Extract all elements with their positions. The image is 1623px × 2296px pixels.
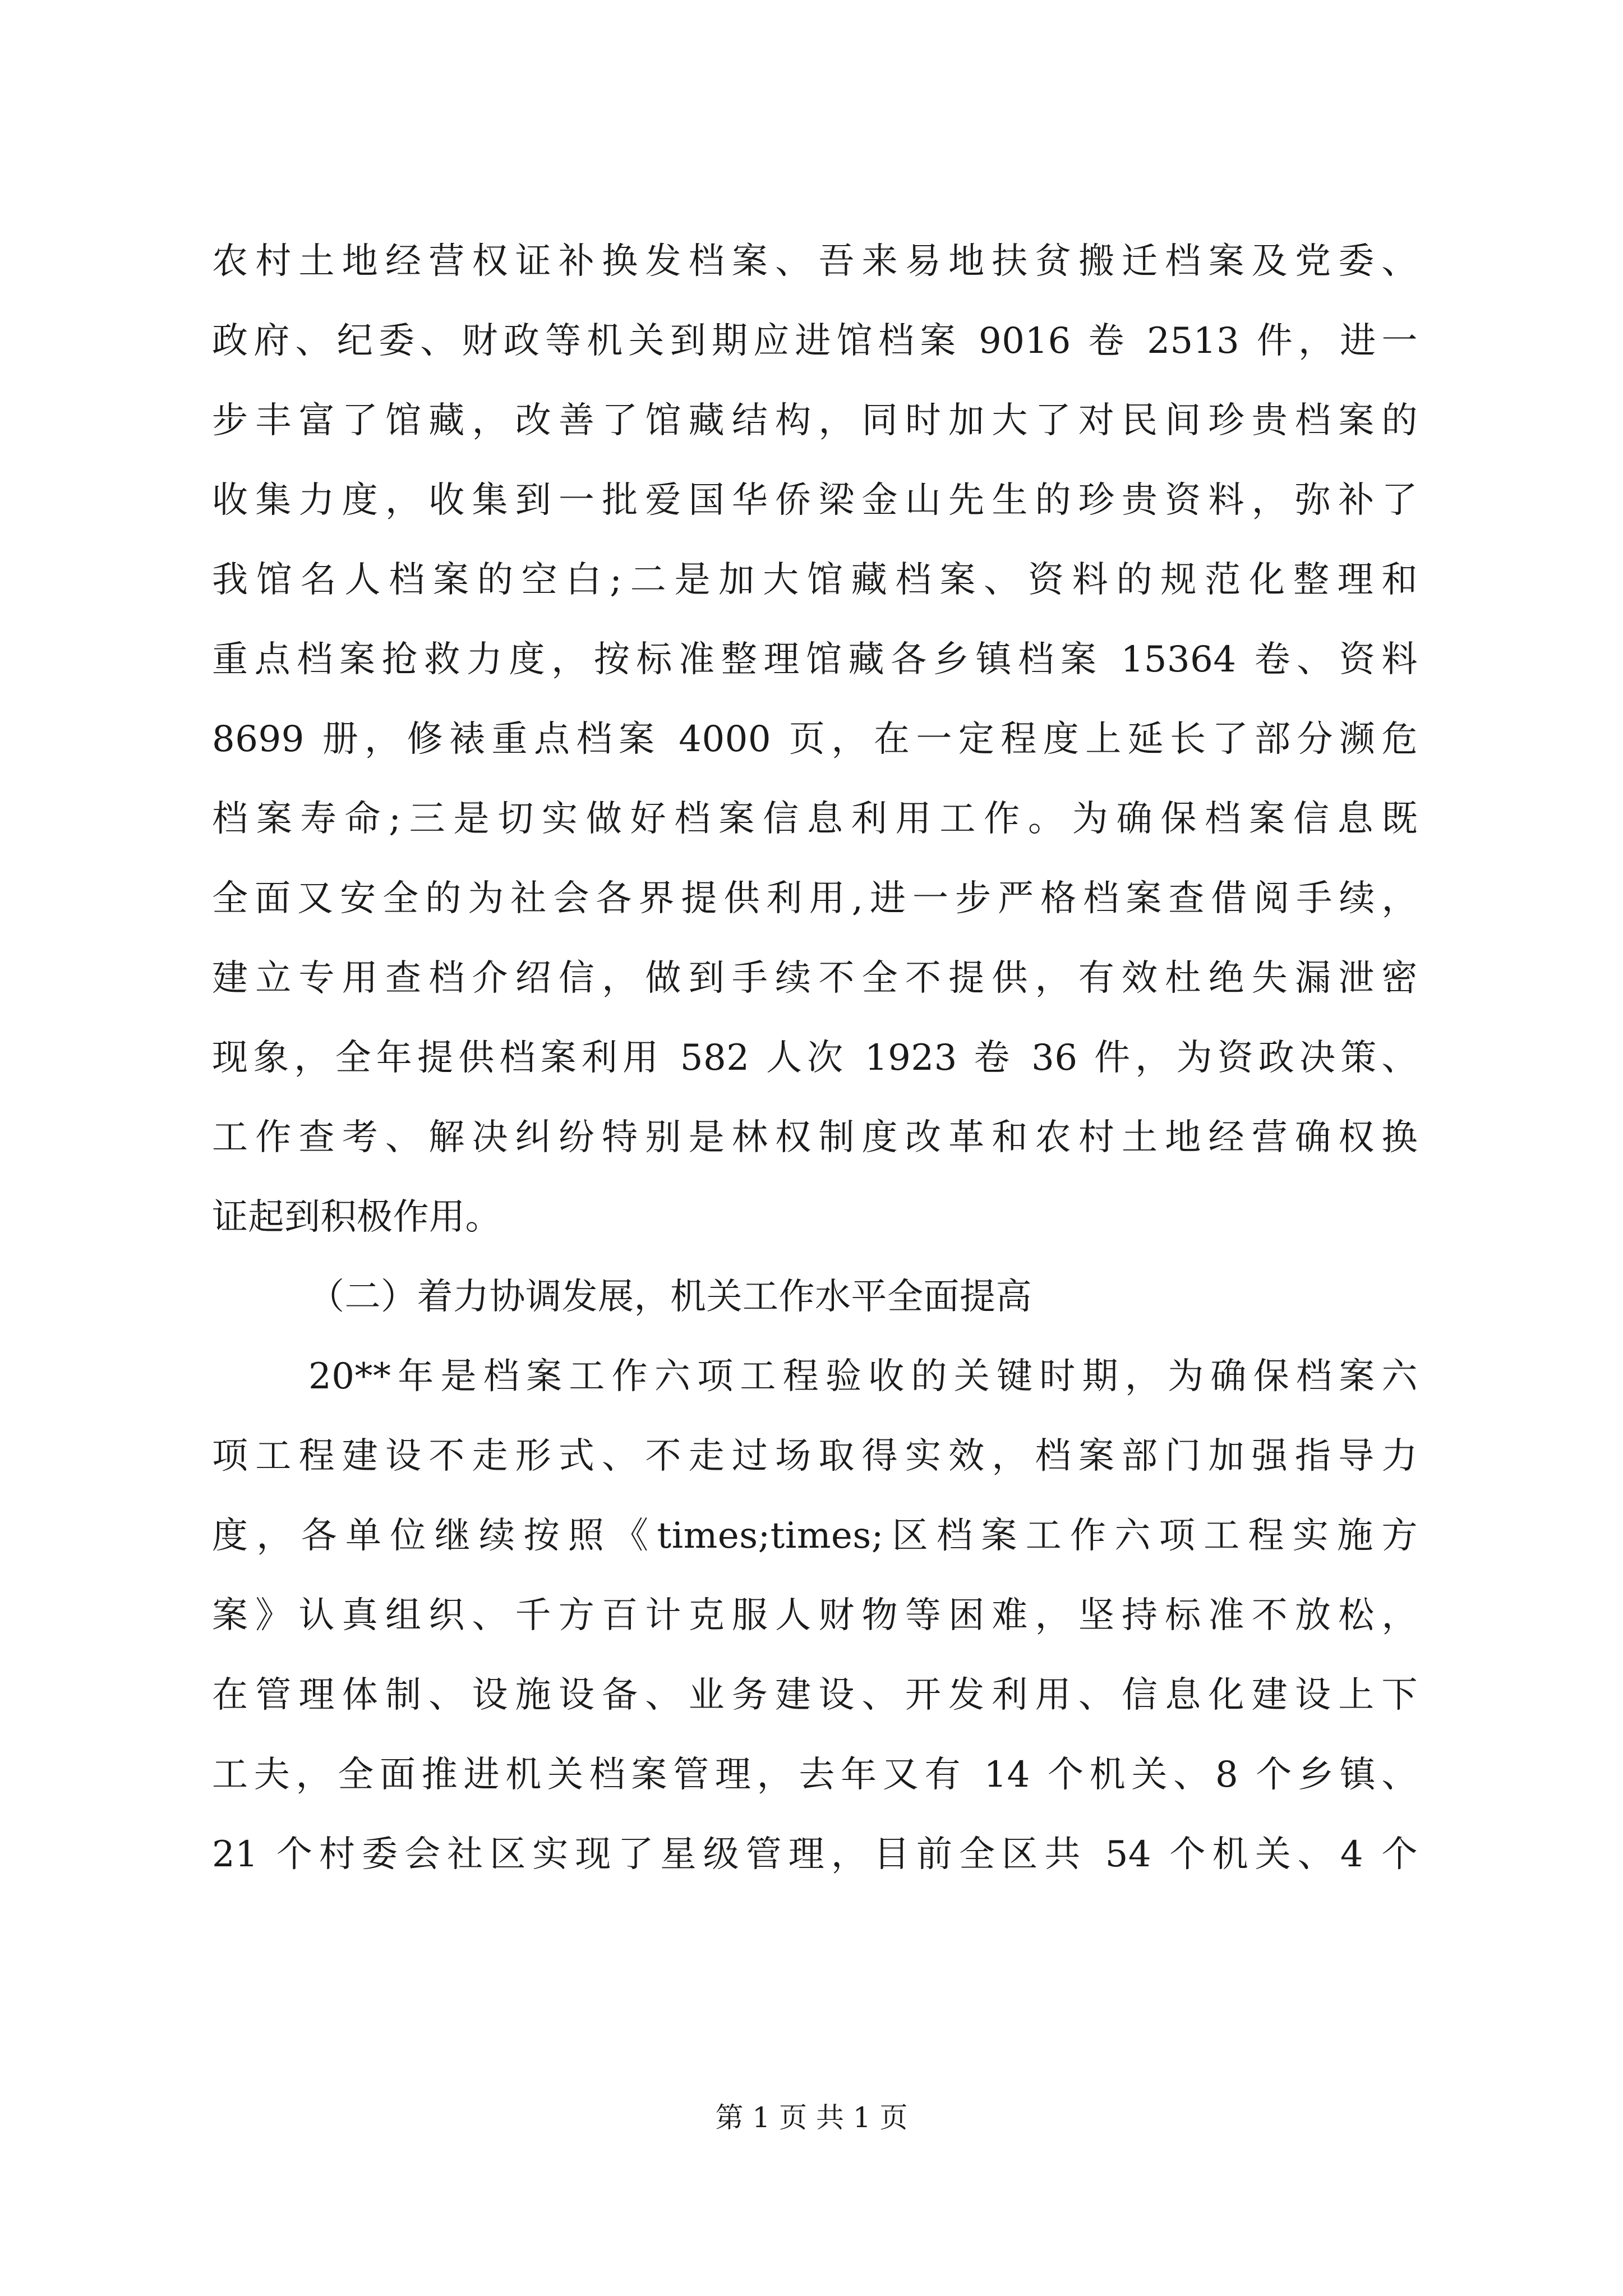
text-line: 农村土地经营权证补换发档案、吾来易地扶贫搬迁档案及党委、 — [212, 241, 1418, 282]
text-line: 重点档案抢救力度，按标准整理馆藏各乡镇档案 15364 卷、资料 — [212, 639, 1418, 680]
text-line: 项工程建设不走形式、不走过场取得实效，档案部门加强指导力 — [212, 1435, 1418, 1477]
text-line: 证起到积极作用。 — [212, 1197, 501, 1238]
text-line: 现象，全年提供档案利用 582 人次 1923 卷 36 件，为资政决策、 — [212, 1037, 1418, 1079]
text-line: 工作查考、解决纠纷特别是林权制度改革和农村土地经营确权换 — [212, 1117, 1418, 1158]
text-line: 政府、纪委、财政等机关到期应进馆档案 9016 卷 2513 件，进一 — [212, 320, 1418, 362]
text-line: 我馆名人档案的空白;二是加大馆藏档案、资料的规范化整理和 — [212, 559, 1418, 601]
text-line: 在管理体制、设施设备、业务建设、开发利用、信息化建设上下 — [212, 1674, 1418, 1716]
text-line: 步丰富了馆藏，改善了馆藏结构，同时加大了对民间珍贵档案的 — [212, 400, 1418, 441]
text-line: 工夫，全面推进机关档案管理，去年又有 14 个机关、8 个乡镇、 — [212, 1754, 1418, 1796]
section-heading: （二）着力协调发展，机关工作水平全面提高 — [308, 1276, 1032, 1318]
document-body — [212, 222, 1418, 1894]
text-line: 度，各单位继续按照《times;times;区档案工作六项工程实施方 — [212, 1515, 1418, 1557]
text-line: 案》认真组织、千方百计克服人财物等困难，坚持标准不放松， — [212, 1595, 1418, 1636]
text-line: 建立专用查档介绍信，做到手续不全不提供，有效杜绝失漏泄密 — [212, 958, 1418, 999]
text-line: 21 个村委会社区实现了星级管理，目前全区共 54 个机关、4 个 — [212, 1834, 1418, 1875]
text-line: 收集力度，收集到一批爱国华侨梁金山先生的珍贵资料，弥补了 — [212, 480, 1418, 521]
text-line: 8699 册，修裱重点档案 4000 页，在一定程度上延长了部分濒危 — [212, 719, 1418, 760]
text-line: 全面又安全的为社会各界提供利用,进一步严格档案查借阅手续， — [212, 878, 1418, 919]
page-footer: 第 1 页 共 1 页 — [715, 2101, 908, 2134]
paragraph-first-line: 20**年是档案工作六项工程验收的关键时期，为确保档案六 — [308, 1356, 1418, 1397]
text-line: 档案寿命;三是切实做好档案信息利用工作。为确保档案信息既 — [212, 798, 1418, 840]
